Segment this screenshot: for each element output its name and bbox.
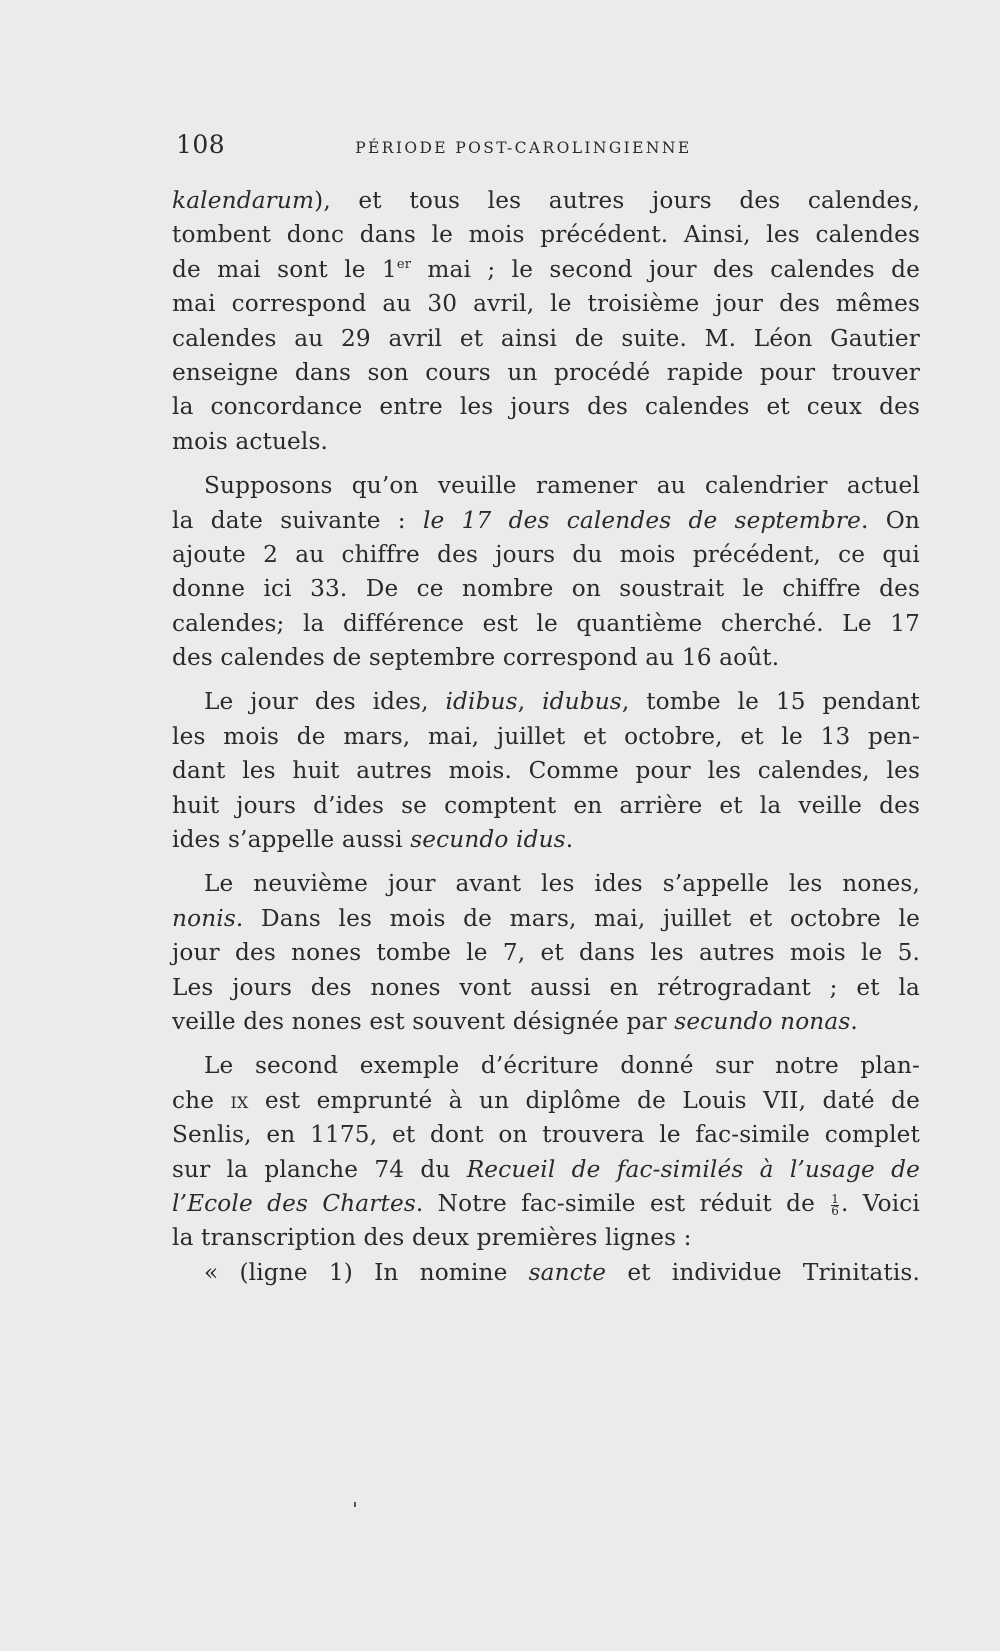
text-line: ides s’appelle aussi secundo idus.	[172, 826, 574, 854]
text-line: calendes; la différence est le quantième cherché. Le 17	[172, 609, 920, 637]
paragraph	[172, 867, 920, 1039]
text-line: tombent donc dans le mois précédent. Ainsi, les calendes	[172, 221, 920, 249]
fraction: $\frac{1}{6}$	[831, 1191, 840, 1218]
paragraph	[172, 184, 920, 459]
text-line: Supposons qu’on veuille ramener au calendrier actuel	[204, 472, 920, 500]
text-line: la concordance entre les jours des calendes et ceux des	[172, 393, 920, 421]
text-line: Le neuvième jour avant les ides s’appelle les nones,	[204, 870, 920, 898]
text-line: nonis. Dans les mois de mars, mai, juillet et octobre le	[172, 904, 920, 932]
paragraph	[172, 469, 920, 675]
text-line: mois actuels.	[172, 427, 329, 455]
body-text	[172, 184, 920, 1290]
text-line: donne ici 33. De ce nombre on soustrait le chiffre des	[172, 575, 920, 603]
text-line: Senlis, en 1175, et dont on trouvera le fac-simile complet	[172, 1121, 920, 1149]
text-line: la date suivante : le 17 des calendes de septembre. On	[172, 506, 920, 534]
text-line: enseigne dans son cours un procédé rapide pour trouver	[172, 358, 920, 386]
text-line: huit jours d’ides se comptent en arrière et la veille des	[172, 791, 920, 819]
page-number: 108	[176, 130, 226, 159]
text-line: che ix est emprunté à un diplôme de Louis VII, daté de	[172, 1086, 920, 1114]
text-line: veille des nones est souvent désignée par secundo nonas.	[172, 1007, 858, 1035]
paragraph	[172, 1049, 920, 1255]
text-line: calendes au 29 avril et ainsi de suite. M. Léon Gautier	[172, 324, 920, 352]
text-line: sur la planche 74 du Recueil de fac-similés à l’usage de	[172, 1155, 920, 1183]
text-line: Le jour des ides, idibus, idubus, tombe le 15 pendant	[204, 688, 920, 716]
text-line: « (ligne 1) In nomine sancte et individue Trinitatis.	[204, 1258, 920, 1286]
text-line: ajoute 2 au chiffre des jours du mois précédent, ce qui	[172, 540, 920, 568]
text-line: de mai sont le 1er mai ; le second jour des calendes de	[172, 255, 920, 283]
text-line: Les jours des nones vont aussi en rétrogradant ; et la	[172, 973, 920, 1001]
text-line: l’Ecole des Chartes. Notre fac-simile est réduit de $\frac{1}{6}$ . Voici	[172, 1189, 920, 1218]
paragraph	[172, 1256, 920, 1290]
paragraph	[172, 685, 920, 857]
text-line: jour des nones tombe le 7, et dans les autres mois le 5.	[172, 939, 920, 967]
page-header	[176, 130, 716, 159]
text-line: Le second exemple d’écriture donné sur notre plan-	[204, 1052, 920, 1080]
text-line: les mois de mars, mai, juillet et octobre, et le 13 pen-	[172, 722, 920, 750]
text-line: dant les huit autres mois. Comme pour les calendes, les	[172, 757, 920, 785]
text-line: mai correspond au 30 avril, le troisième jour des mêmes	[172, 290, 920, 318]
text-line: kalendarum), et tous les autres jours des calendes,	[172, 187, 920, 214]
paper-speck	[354, 1502, 356, 1507]
running-head: PÉRIODE POST-CAROLINGIENNE	[355, 139, 692, 157]
text-line: des calendes de septembre correspond au 16 août.	[172, 644, 780, 672]
text-line: la transcription des deux premières lignes :	[172, 1224, 692, 1252]
